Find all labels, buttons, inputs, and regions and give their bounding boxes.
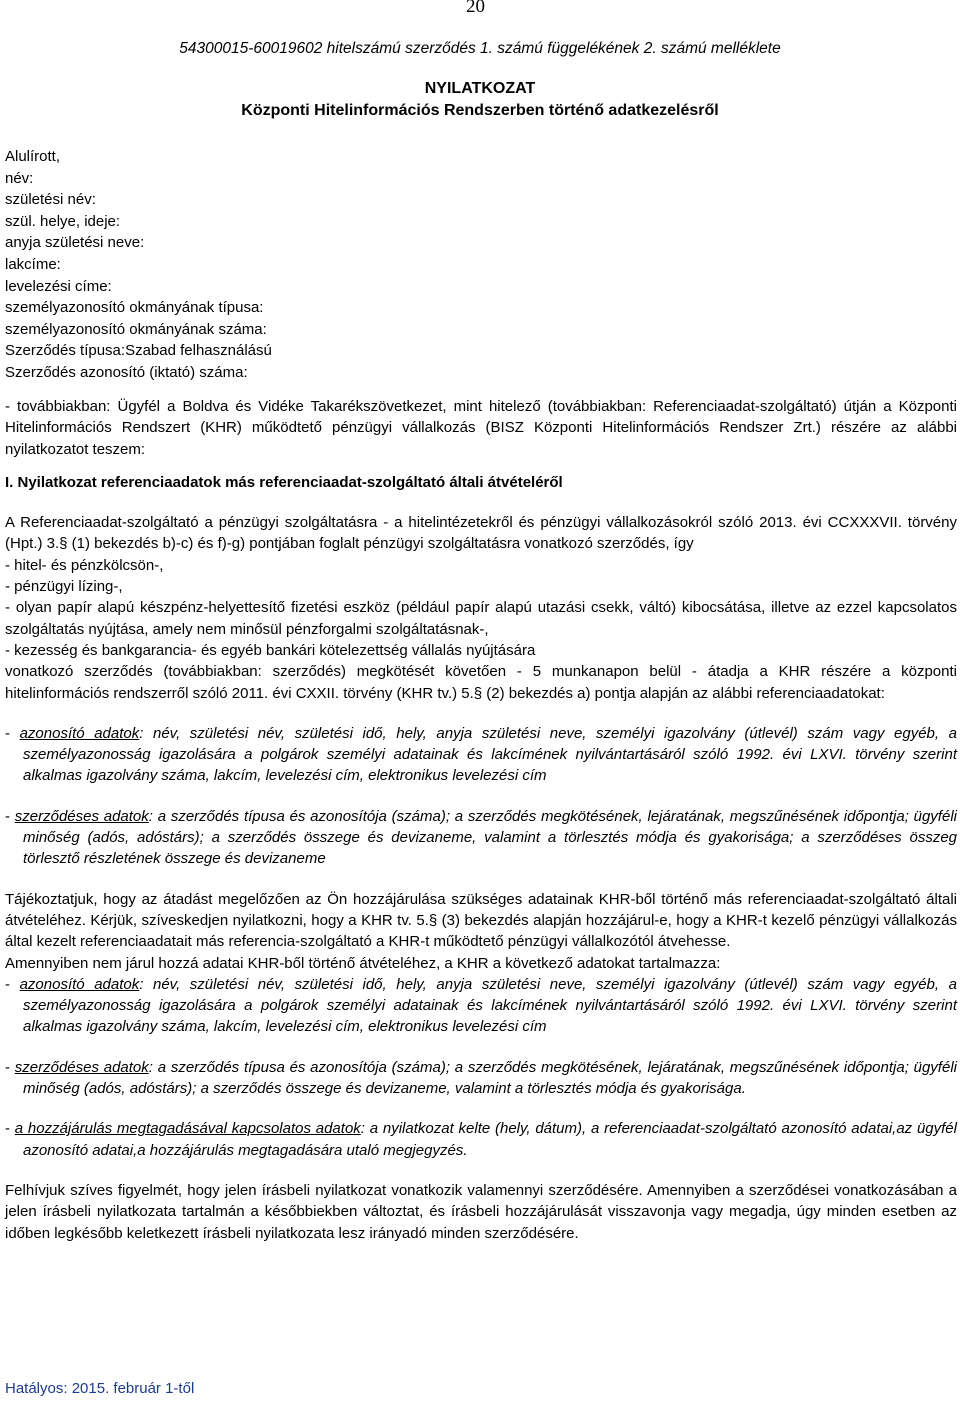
closing-paragraph: Felhívjuk szíves figyelmét, hogy jelen írásbeli nyilatkozat vonatkozik valamennyi szerződésére. Amennyiben a szerződései vonatkozásában a jelen írásbeli nyilatkozata tartalmán a későbbiekben változtat, és írásbeli hozzájárulását visszavonja vagy megadja, úgy minden esetben az időben legkésőbb keletkezett írásbeli nyilatkozata lesz irányadó minden szerződésére. xyxy=(5,1181,957,1242)
field-label: anyja születési neve: xyxy=(5,234,145,252)
list-item: - pénzügyi lízing-, xyxy=(5,578,123,596)
list-item: - hitel- és pénzkölcsön-, xyxy=(5,556,164,574)
item-label: azonosító adatok xyxy=(19,724,140,742)
item-label: azonosító adatok xyxy=(19,975,140,993)
item-label: szerződéses adatok xyxy=(14,1058,149,1076)
effective-date: Hatályos: 2015. február 1-től xyxy=(5,1380,195,1397)
page-subtitle: Központi Hitelinformációs Rendszerben történő adatkezelésről xyxy=(241,102,719,119)
field-label: lakcíme: xyxy=(5,255,61,273)
item-text: : a szerződés típusa és azonosítója (száma); a szerződés megkötésének, lejáratának, megszűnésének időpontja; ügyféli minőség (adós, adóstárs); a szerződés összege és devizaneme, valamint a törlesztés módja és gyakorisága. xyxy=(23,1058,957,1098)
data-item-identification: - azonosító adatok: név, születési név, születési idő, hely, anyja születési neve, személyi igazolvány (útlevél) szám vagy egyéb, a személyazonosság igazolására a polgárok személyi adatainak és lakcímének nyilvántartásáról szóló 1992. évi LXVI. törvény szerint alkalmas igazolvány száma, lakcím, levelezési cím, elektronikus levelezési cím xyxy=(5,724,957,785)
section-paragraph: vonatkozó szerződés (továbbiakban: szerződés) megkötését követően - 5 munkanapon belül - átadja a KHR részére a központi hitelinformációs rendszerről szóló 2011. évi CXXII. törvény (KHR tv.) 5.§ (2) bekezdés a) pontja alapján az alábbi referenciaadatokat: xyxy=(5,663,957,702)
field-label: Szerződés típusa:Szabad felhasználású xyxy=(5,342,272,360)
list-item: - olyan papír alapú készpénz-helyettesítő fizetési eszköz (például papír alapú utazási csekk, váltó) kibocsátása, illetve az ezzel kapcsolatos szolgáltatás nyújtása, amely nem minősül pénzforgalmi szolgáltatásnak-, xyxy=(5,599,957,638)
item-text: : a szerződés típusa és azonosítója (száma); a szerződés megkötésének, lejáratának, megszűnésének időpontja; ügyféli minőség (adós, adóstárs); a szerződés összege és devizaneme, valamint a törlesztés módja és gyakorisága; a szerződéses összeg törlesztő részletének összege és devizaneme xyxy=(23,807,957,868)
field-label: személyazonosító okmányának típusa: xyxy=(5,299,264,317)
item-label: a hozzájárulás megtagadásával kapcsolatos adatok xyxy=(14,1120,361,1138)
data-item-contract: - szerződéses adatok: a szerződés típusa és azonosítója (száma); a szerződés megkötésének, lejáratának, megszűnésének időpontja; ügyféli minőség (adós, adóstárs); a szerződés összege és devizaneme, valamint a törlesztés módja és gyakorisága; a szerződéses összeg törlesztő részletének összege és devizaneme xyxy=(5,807,957,868)
notice-paragraph: Tájékoztatjuk, hogy az átadást megelőzően az Ön hozzájárulása szükséges adatainak KHR-ből történő más referenciaadat-szolgáltató általi átvételéhez. Kérjük, szíveskedjen nyilatkozni, hogy a KHR tv. 5.§ (3) bekezdés alapján hozzájárul-e, hogy a KHR-t kezelő pénzügyi vállalkozás által kezelt referenciaadatait más referencia-szolgáltató a KHR-t működtető pénzügyi vállalkozótól átvehesse. xyxy=(5,890,957,951)
section-heading: I. Nyilatkozat referenciaadatok más referenciaadat-szolgáltató általi átvételéről xyxy=(5,473,563,491)
field-label: levelezési címe: xyxy=(5,277,112,295)
item-label: szerződéses adatok xyxy=(14,807,149,825)
field-label: név: xyxy=(5,169,34,187)
notice-paragraph: Amennyiben nem járul hozzá adatai KHR-ből történő átvételéhez, a KHR a következő adatokat tartalmazza: xyxy=(5,954,721,972)
page-number: 20 xyxy=(466,0,485,17)
item-text: : név, születési név, születési idő, hely, anyja születési neve, személyi igazolvány (útlevél) szám vagy egyéb, a személyazonosság igazolására a polgárok személyi adatainak és lakcímének nyilvántartásáról szóló 1992. évi LXVI. törvény szerint alkalmas igazolvány száma, lakcím, levelezési cím, elektronikus levelezési cím xyxy=(23,975,957,1036)
field-label: születési név: xyxy=(5,191,96,209)
document-body xyxy=(5,396,957,1244)
document-reference: 54300015-60019602 hitelszámú szerződés 1. számú függelékének 2. számú melléklete xyxy=(179,40,781,57)
data-item-contract: - szerződéses adatok: a szerződés típusa és azonosítója (száma); a szerződés megkötésének, lejáratának, megszűnésének időpontja; ügyféli minőség (adós, adóstárs); a szerződés összege és devizaneme, valamint a törlesztés módja és gyakorisága. xyxy=(5,1058,957,1098)
list-item: - kezesség és bankgarancia- és egyéb bankári kötelezettség vállalás nyújtására xyxy=(5,641,536,659)
field-label: szül. helye, ideje: xyxy=(5,212,121,230)
item-text: : név, születési név, születési idő, hely, anyja születési neve, személyi igazolvány (útlevél) szám vagy egyéb, a személyazonosság igazolására a polgárok személyi adatainak és lakcímének nyilvántartásáról szóló 1992. évi LXVI. törvény szerint alkalmas igazolvány száma, lakcím, levelezési cím, elektronikus levelezési cím xyxy=(23,724,957,785)
field-label: személyazonosító okmányának száma: xyxy=(5,320,267,338)
item-text: : a nyilatkozat kelte (hely, dátum), a referenciaadat-szolgáltató azonosító adatai,az ügyfél azonosító adatai,a hozzájárulás megtagadására utaló megjegyzés. xyxy=(23,1120,957,1159)
data-item-refusal: - a hozzájárulás megtagadásával kapcsolatos adatok: a nyilatkozat kelte (hely, dátum), a referenciaadat-szolgáltató azonosító adatai,az ügyfél azonosító adatai,a hozzájárulás megtagadására utaló megjegyzés. xyxy=(5,1120,957,1159)
section-paragraph: A Referenciaadat-szolgáltató a pénzügyi szolgáltatásra - a hitelintézetekről és pénzügyi vállalkozásokról szóló 2013. évi CCXXXVII. törvény (Hpt.) 3.§ (1) bekezdés b)-c) és f)-g) pontjában foglalt pénzügyi szolgáltatásra vonatkozó szerződés, így xyxy=(5,514,957,553)
personal-data-fields xyxy=(5,146,272,384)
field-label: Alulírott, xyxy=(5,148,61,165)
page-title: NYILATKOZAT xyxy=(424,80,536,97)
data-item-identification: - azonosító adatok: név, születési név, születési idő, hely, anyja születési neve, személyi igazolvány (útlevél) szám vagy egyéb, a személyazonosság igazolására a polgárok személyi adatainak és lakcímének nyilvántartásáról szóló 1992. évi LXVI. törvény szerint alkalmas igazolvány száma, lakcím, levelezési cím, elektronikus levelezési cím xyxy=(5,975,957,1036)
intro-paragraph: - továbbiakban: Ügyfél a Boldva és Vidéke Takarékszövetkezet, mint hitelező (továbbiakban: Referenciaadat-szolgáltató) útján a Központi Hitelinformációs Rendszert (KHR) működtető pénzügyi vállalkozás (BISZ Központi Hitelinformációs Rendszer Zrt.) részére az alábbi nyilatkozatot teszem: xyxy=(5,398,957,458)
field-label: Szerződés azonosító (iktató) száma: xyxy=(5,363,248,381)
